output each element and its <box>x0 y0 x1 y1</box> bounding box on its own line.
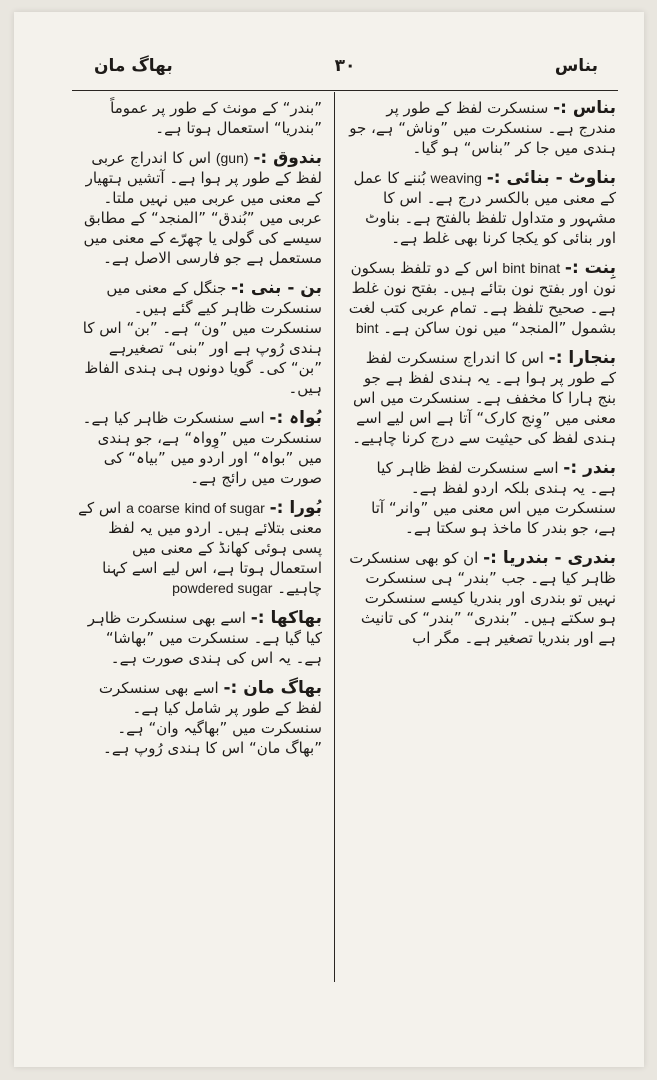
entry <box>348 348 616 448</box>
entry <box>76 148 322 268</box>
headword: بن - بنی :- <box>231 278 322 298</box>
header-left-title: بھاگ مان <box>94 56 173 76</box>
running-header <box>72 50 618 91</box>
english-gloss: kind of sugar <box>184 500 265 516</box>
page-number: ۳۰ <box>334 56 356 76</box>
entry <box>348 168 616 248</box>
headword: بنجارا :- <box>548 348 616 368</box>
entry-text: ”بندر“ کے مونث کے طور پر عموماً ”بندریا“ استعمال ہوتا ہے۔ <box>110 99 322 137</box>
entry-text: ان کو بھی سنسکرت ظاہر کیا ہے۔ جب ”بندر“ ہی سنسکرت نہیں تو بندری اور بندریا کیسے سنسکرت ہو سکتے ہیں۔ ”بندری“ ”بندر“ کی تانیث ہے اور بندریا تصغیر ہے۔ مگر اب <box>349 549 616 647</box>
entry-text: اسے سنسکرت لفظ ظاہر کیا ہے۔ یہ ہندی بلکہ اردو لفظ ہے۔ سنسکرت میں اس معنی میں ”وانر“ آتا ہے، جو بندر کا ماخذ ہو سکتا ہے۔ <box>371 459 616 537</box>
english-gloss: powdered sugar <box>172 580 273 596</box>
entry-text: اس کا اندراج سنسکرت لفظ کے طور پر ہوا ہے۔ یہ ہندی لفظ ہے جو بنج ہارا کا مخفف ہے۔ سنسکرت میں اس معنی میں ”وِنج کارک“ آتا ہے اس لیے اسے ہندی لفظ کی حیثیت سے درج کرنا چاہیے۔ <box>352 349 616 447</box>
entry <box>76 408 322 488</box>
entry <box>76 678 322 758</box>
entry-text: جنگل کے معنی میں سنسکرت ظاہر کیے گئے ہیں۔ سنسکرت میں ”ون“ ہے۔ ”بن“ اس کا ہندی رُوپ ہے اور ”بنی“ تصغیرہے ”بن“ کی۔ گویا دونوں ہی ہندی الفاظ ہیں۔ <box>82 279 322 397</box>
entry <box>76 98 322 138</box>
entry <box>76 278 322 398</box>
english-gloss: (gun) <box>215 150 249 166</box>
entry-text: اسے بھی سنسکرت ظاہر کیا گیا ہے۔ سنسکرت میں ”بھاشا“ ہے۔ یہ اس کی ہندی صورت ہے۔ <box>87 609 322 667</box>
entry-text: اس کا اندراج عربی لفظ کے طور پر ہوا ہے۔ آتشیں ہتھیار کے معنی میں عربی میں نہیں ملتا۔ عربی میں ”بُندق“ ”المنجد“ کے مطابق سیسے کی گولی یا چھرّے کے معنی میں مستعمل ہے جو فارسی الاصل ہے۔ <box>83 149 322 267</box>
entry <box>76 498 322 598</box>
headword: بِنت :- <box>564 258 616 278</box>
column-divider <box>334 92 335 982</box>
headword: بُواہ :- <box>269 408 322 428</box>
headword: بھاگ مان :- <box>223 678 322 698</box>
entry-text: اس کے دو تلفظ بسکون نون اور بفتح نون بتائے ہیں۔ بفتح نون غلط ہے۔ صحیح تلفظ ہے۔ تمام عربی کتب لغت بشمول ”المنجد“ میں نون ساکن ہے۔ <box>348 259 616 337</box>
entry <box>348 548 616 648</box>
headword: بھاکھا :- <box>250 608 322 628</box>
entry-text: بُننے کا عمل کے معنی میں بالکسر درج ہے۔ اس کا مشہور و متداول تلفظ بالفتح ہے۔ بناوٹ اور بنائی کو یکجا کرنا بھی غلط ہے۔ <box>353 169 616 247</box>
entry <box>348 458 616 538</box>
english-gloss: weaving <box>430 170 482 186</box>
entry-text: اسے بھی سنسکرت لفظ کے طور پر شامل کیا ہے۔ سنسکرت میں ”بھاگیہ وان“ ہے۔ ”بھاگ مان“ اس کا ہندی رُوپ ہے۔ <box>98 679 322 757</box>
header-right-title: بناس <box>554 56 598 76</box>
english-gloss: bint <box>502 260 525 276</box>
headword: بندری - بندریا :- <box>483 548 616 568</box>
english-gloss: binat <box>529 260 561 276</box>
entry-text: اسے سنسکرت ظاہر کیا ہے۔ سنسکرت میں ”وِواہ“ ہے، جو ہندی میں ”بواہ“ اور اردو میں ”بیاہ“ کی صورت میں رائج ہے۔ <box>82 409 322 487</box>
headword: بُورا :- <box>269 498 322 518</box>
headword: بناوٹ - بنائی :- <box>486 168 616 188</box>
right-column <box>348 98 616 658</box>
left-column <box>76 98 322 768</box>
headword: بناس :- <box>553 98 616 118</box>
entry-text: سنسکرت لفظ کے طور پر مندرج ہے۔ سنسکرت میں ”وناش“ ہے، جو ہندی میں جا کر ”بناس“ ہو گیا۔ <box>349 99 616 157</box>
entry-text: اس کے معنی بتلائے ہیں۔ اردو میں یہ لفظ پسی ہوئی کھانڈ کے معنی میں استعمال ہوتا ہے، اس لیے اسے کہنا چاہیے۔ <box>78 499 322 597</box>
book-page <box>14 12 644 1067</box>
entry <box>76 608 322 668</box>
entry <box>348 98 616 158</box>
headword: بندوق :- <box>253 148 322 168</box>
entry <box>348 258 616 338</box>
english-gloss: a coarse <box>126 500 180 516</box>
headword: بندر :- <box>563 458 616 478</box>
english-gloss: bint <box>355 320 379 336</box>
